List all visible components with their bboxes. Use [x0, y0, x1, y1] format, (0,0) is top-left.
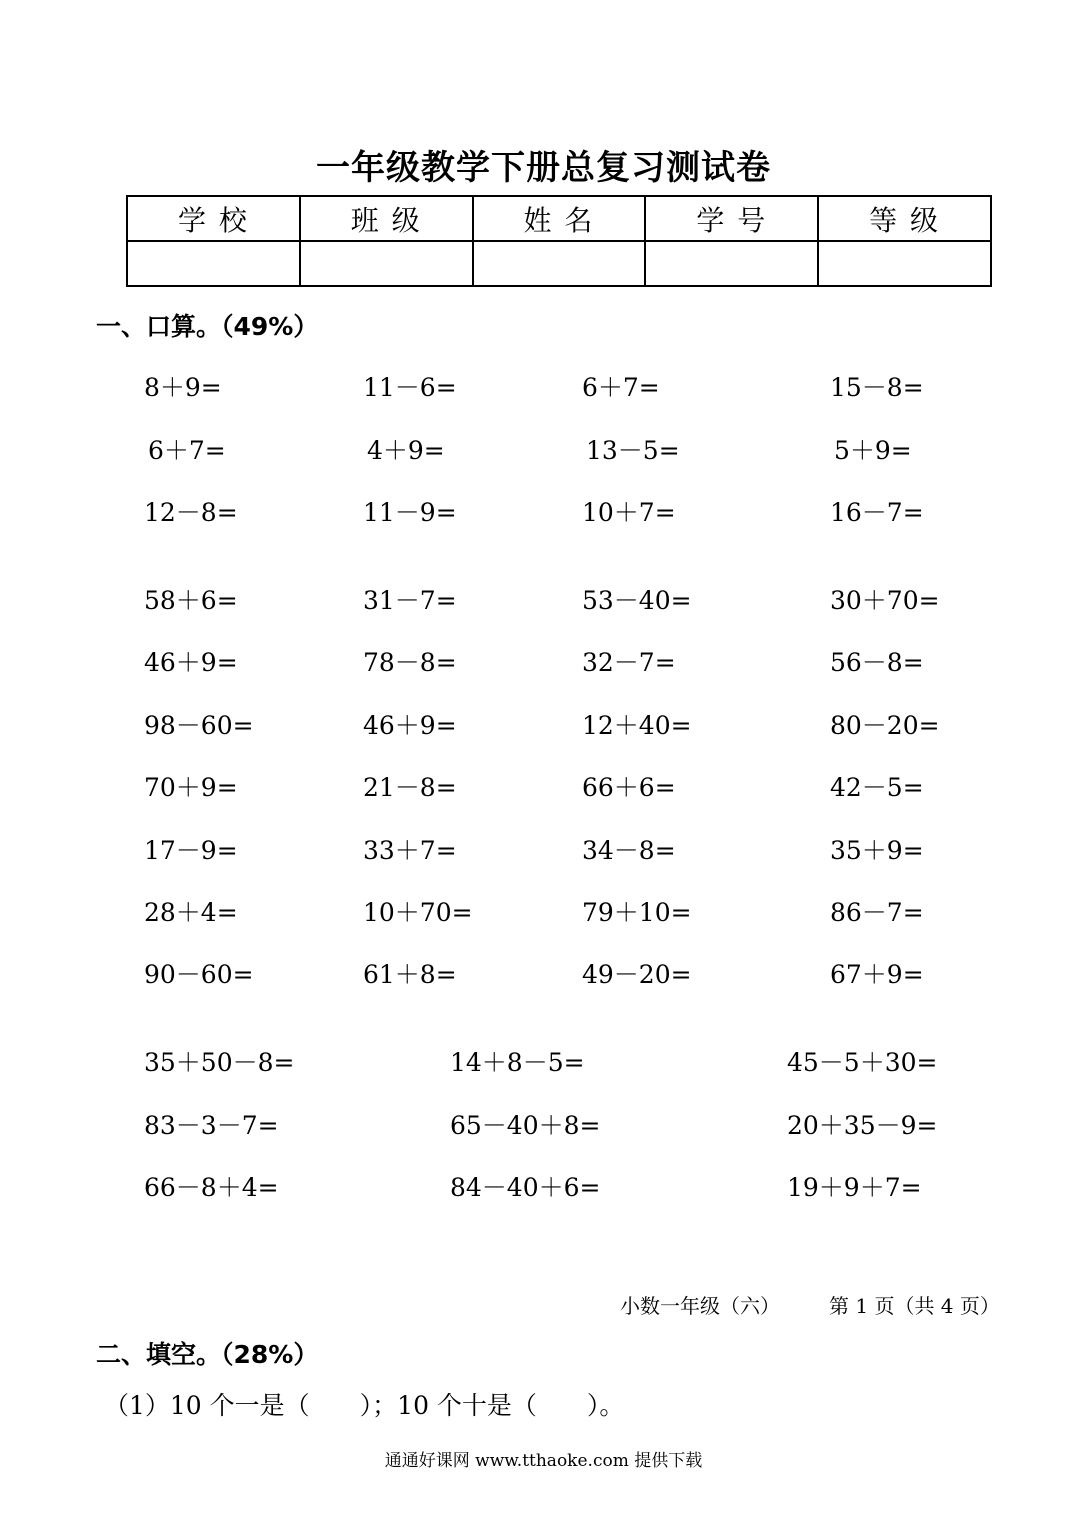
name-field[interactable]: [473, 241, 646, 286]
section-2-heading: 二、填空。（28%）: [96, 1340, 319, 1369]
header-school: 学 校: [127, 196, 300, 241]
section-1-heading: 一、口算。（49%）: [96, 312, 319, 341]
header-name: 姓 名: [473, 196, 646, 241]
problem: 32－7=: [582, 648, 676, 677]
problem: 12－8=: [144, 498, 238, 527]
problem: 5＋9=: [834, 436, 912, 465]
student-number-field[interactable]: [645, 241, 818, 286]
problem: 98－60=: [144, 711, 254, 740]
problem: 14＋8－5=: [450, 1048, 585, 1077]
problem: 12＋40=: [582, 711, 692, 740]
problem: 61＋8=: [363, 960, 457, 989]
problem: 21－8=: [363, 773, 457, 802]
problem: 79＋10=: [582, 898, 692, 927]
problem: 33＋7=: [363, 836, 457, 865]
problem: 19＋9＋7=: [787, 1173, 922, 1202]
header-student-number: 学 号: [645, 196, 818, 241]
problem: 56－8=: [830, 648, 924, 677]
problem: 45－5＋30=: [787, 1048, 938, 1077]
problem: 17－9=: [144, 836, 238, 865]
problem: 35＋50－8=: [144, 1048, 295, 1077]
student-info-table: [126, 195, 992, 287]
school-field[interactable]: [127, 241, 300, 286]
problem: 90－60=: [144, 960, 254, 989]
class-field[interactable]: [300, 241, 473, 286]
problem: 6＋7=: [582, 373, 660, 402]
problem: 8＋9=: [144, 373, 222, 402]
problem: 66＋6=: [582, 773, 676, 802]
problem: 10＋70=: [363, 898, 473, 927]
problem: 11－6=: [363, 373, 457, 402]
problem: 10＋7=: [582, 498, 676, 527]
problem: 20＋35－9=: [787, 1111, 938, 1140]
problem: 34－8=: [582, 836, 676, 865]
problem: 4＋9=: [367, 436, 445, 465]
problem: 46＋9=: [144, 648, 238, 677]
problem: 13－5=: [586, 436, 680, 465]
problem: 30＋70=: [830, 586, 940, 615]
header-grade-level: 等 级: [818, 196, 991, 241]
problem: 16－7=: [830, 498, 924, 527]
grade-label: 小数一年级（六）: [620, 1294, 780, 1318]
problem: 86－7=: [830, 898, 924, 927]
info-value-row: [127, 241, 991, 286]
problem: 58＋6=: [144, 586, 238, 615]
problem: 70＋9=: [144, 773, 238, 802]
problem: 42－5=: [830, 773, 924, 802]
header-class: 班 级: [300, 196, 473, 241]
problem: 35＋9=: [830, 836, 924, 865]
problem: 28＋4=: [144, 898, 238, 927]
problem: 84－40＋6=: [450, 1173, 601, 1202]
problem: 65－40＋8=: [450, 1111, 601, 1140]
problem: 6＋7=: [148, 436, 226, 465]
watermark: 通通好课网 www.tthaoke.com 提供下载: [384, 1451, 703, 1471]
problem: 83－3－7=: [144, 1111, 279, 1140]
problem: 31－7=: [363, 586, 457, 615]
problem: 15－8=: [830, 373, 924, 402]
problem: 80－20=: [830, 711, 940, 740]
page-title: 一年级教学下册总复习测试卷: [316, 148, 771, 188]
grade-level-field[interactable]: [818, 241, 991, 286]
problem: 46＋9=: [363, 711, 457, 740]
fill-blank-item-1: （1）10 个一是（ ）；10 个十是（ ）。: [104, 1391, 625, 1420]
problem: 67＋9=: [830, 960, 924, 989]
info-header-row: [127, 196, 991, 241]
problem: 78－8=: [363, 648, 457, 677]
page-number: 第 1 页（共 4 页）: [829, 1294, 1000, 1318]
problem: 49－20=: [582, 960, 692, 989]
problem: 53－40=: [582, 586, 692, 615]
problem: 11－9=: [363, 498, 457, 527]
problem: 66－8＋4=: [144, 1173, 279, 1202]
